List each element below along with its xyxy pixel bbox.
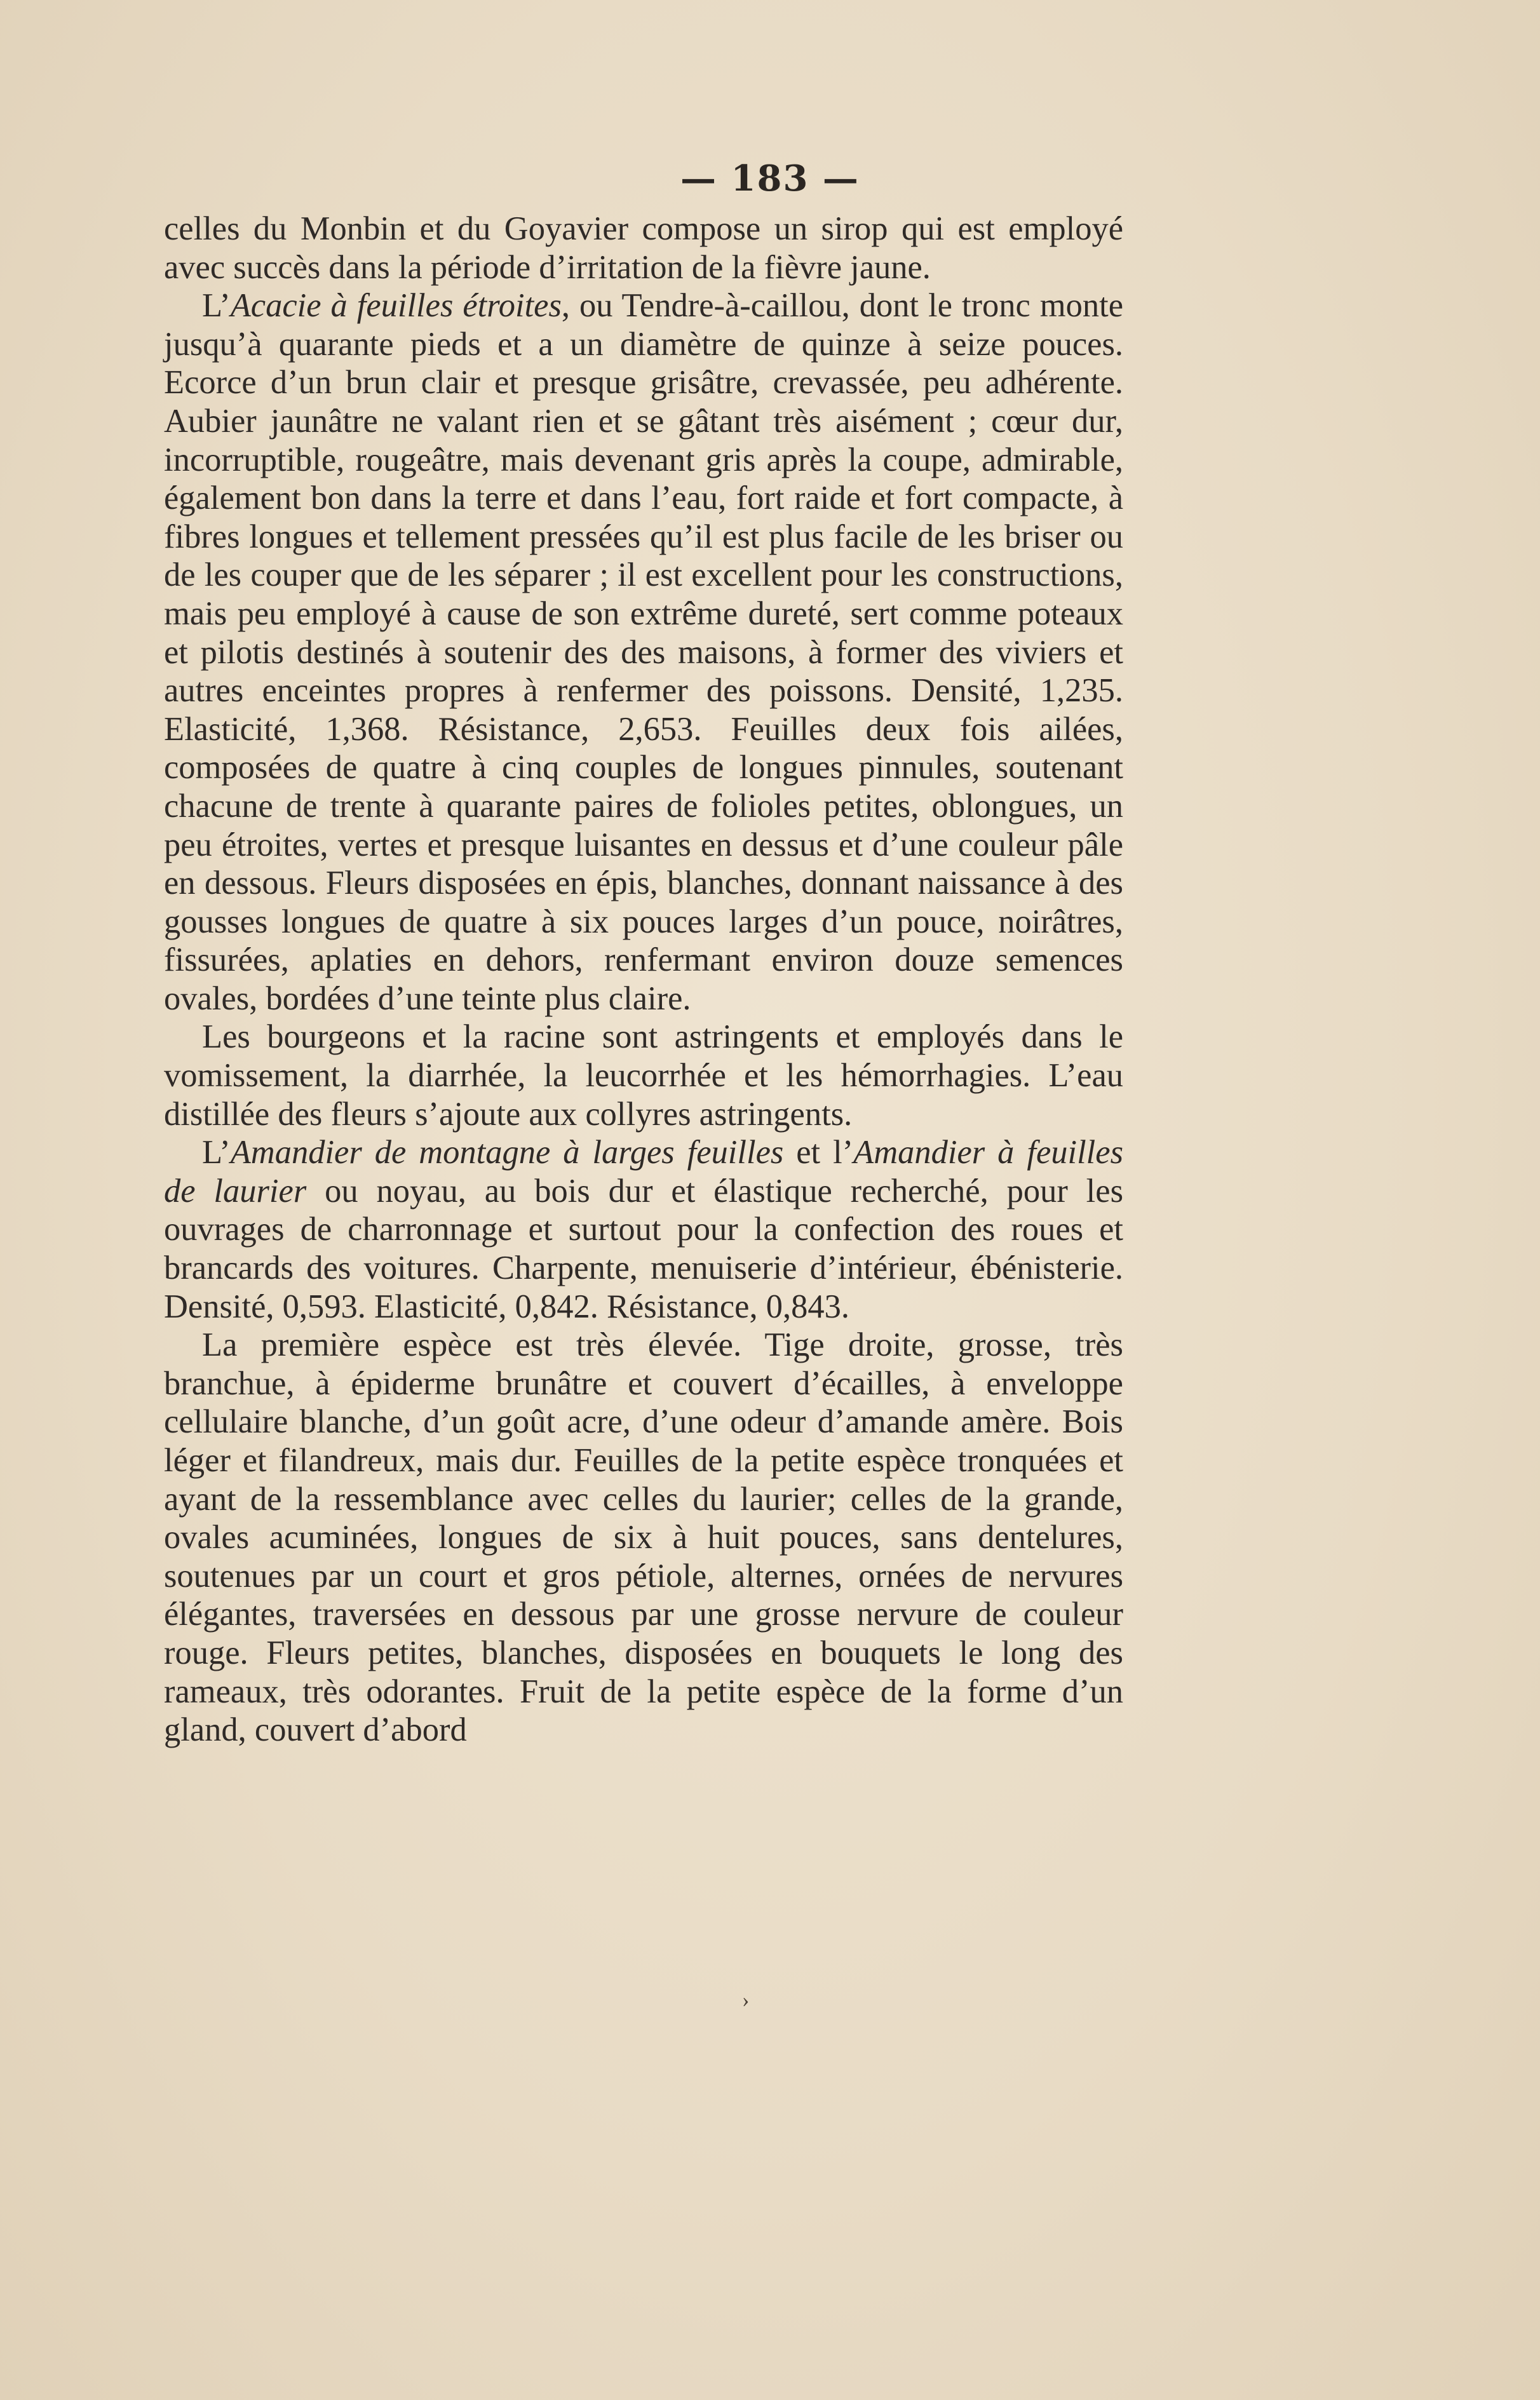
paragraph-amandier (164, 1133, 1123, 1326)
text-run: L’ (202, 1134, 231, 1171)
body-text (164, 210, 1123, 1749)
text-run: La première espèce est très élevée. Tige droite, grosse, très branchue, à épiderme brunâtre et couvert d’écailles, à enveloppe cellulaire blanche, d’un goût acre, d’une odeur d’amande amère. Bois léger et filandreux, mais dur. Feuilles de la petite espèce tronquées et ayant de la ressemblance avec celles du laurier; celles de la grande, ovales acuminées, longues de six à huit pouces, sans dentelures, soutenues par un court et gros pétiole, alternes, ornées de nervures élégantes, traversées en dessous par une grosse nervure de couleur rouge. Fleurs petites, blanches, disposées en bouquets le long des rameaux, très odorantes. Fruit de la petite espèce de la forme d’un gland, couvert d’abord (164, 1326, 1123, 1749)
text-run: Les bourgeons et la racine sont astringents et employés dans le vomissement, la diarrhée, la leucorrhée et les hémorrhagies. L’eau distillée des fleurs s’ajoute aux collyres astringents. (164, 1018, 1123, 1133)
paragraph-premiere-espece (164, 1326, 1123, 1749)
page-number: — 183 — (680, 158, 860, 199)
paragraph-astringents (164, 1018, 1123, 1133)
paragraph-acacie (164, 287, 1123, 1018)
italic-term: Amandier à feuilles de laurier (164, 1134, 1123, 1210)
text-run: ou noyau, au bois dur et élastique recherché, pour les ouvrages de charronnage et surtout pour la confection des roues et brancards des voitures. Charpente, menuiserie d’intérieur, ébénisterie. Densité, 0,593. Elasticité, 0,842. Résistance, 0,843. (164, 1172, 1124, 1325)
italic-term: Acacie à feuilles étroites (230, 287, 562, 325)
text-run: et l’ (783, 1134, 854, 1171)
text-run: , ou Tendre-à-caillou, dont le tronc monte jusqu’à quarante pieds et a un diamètre de quinze à seize pouces. Ecorce d’un brun clair et presque grisâtre, crevassée, peu adhérente. Aubier jaunâtre ne valant rien et se gâtant très aisément ; cœur dur, incorruptible, rougeâtre, mais devenant gris après la coupe, admirable, également bon dans la terre et dans l’eau, fort raide et fort compacte, à fibres longues et tellement pressées qu’il est plus facile de les briser ou de les couper que de les séparer ; il est excellent pour les constructions, mais peu employé à cause de son extrême dureté, sert comme poteaux et pilotis destinés à soutenir des des maisons, à former des viviers et autres enceintes propres à renfermer des poissons. Densité, 1,235. Elasticité, 1,368. Résistance, 2,653. Feuilles deux fois ailées, composées de quatre à cinq couples de longues pinnules, soutenant chacune de trente à quarante paires de folioles petites, oblongues, un peu étroites, vertes et presque luisantes en dessus et d’une couleur pâle en dessous. Fleurs disposées en épis, blanches, donnant naissance à des gousses longues de quatre à six pouces larges d’un pouce, noirâtres, fissurées, aplaties en dehors, renfermant environ douze semences ovales, bordées d’une teinte plus claire. (164, 287, 1123, 1017)
paragraph-monbin-syrup (164, 210, 1123, 287)
text-run: celles du Monbin et du Goyavier compose un sirop qui est employé avec succès dans la période d’irritation de la fièvre jaune. (164, 210, 1123, 286)
italic-term: Amandier de montagne à larges feuilles (230, 1134, 784, 1171)
footer-mark: › (742, 1988, 750, 2012)
text-run: L’ (202, 287, 231, 325)
